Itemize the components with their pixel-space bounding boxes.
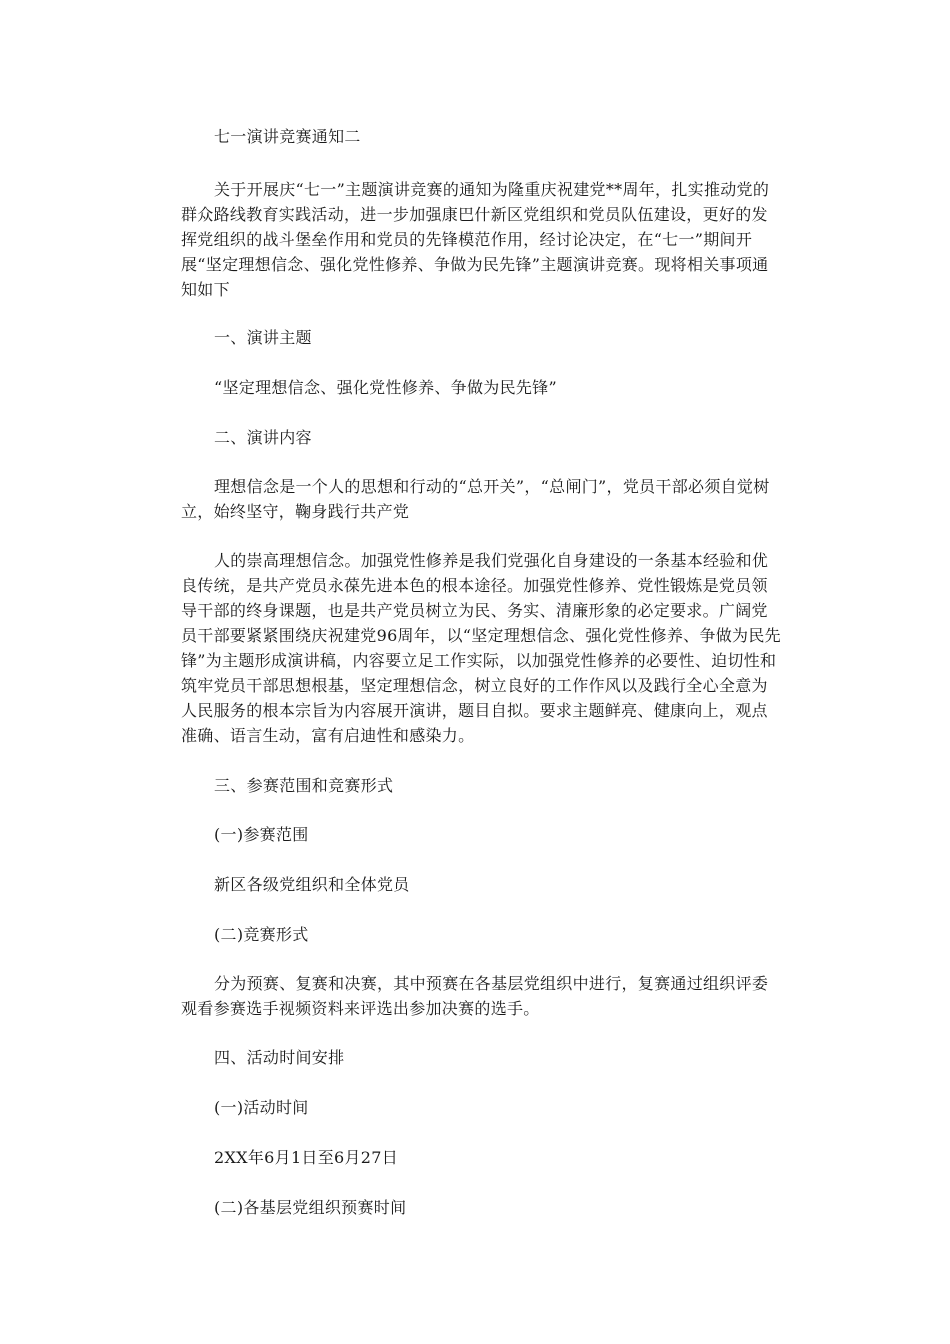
section3-sub1-heading: (一)参赛范围 [214, 825, 309, 844]
document-title: 七一演讲竞赛通知二 [214, 127, 361, 146]
section4-sub2-heading: (二)各基层党组织预赛时间 [214, 1198, 407, 1217]
section2-heading: 二、演讲内容 [214, 428, 312, 447]
section4-heading: 四、活动时间安排 [214, 1048, 345, 1067]
section4-sub1-heading: (一)活动时间 [214, 1098, 309, 1117]
section2-paragraph-1: 理想信念是一个人的思想和行动的“总开关”，“总闸门”，党员干部必须自觉树立，始终坚守，鞠身践行共产党 [181, 477, 770, 521]
section3-sub2-heading: (二)竞赛形式 [214, 925, 309, 944]
section1-heading: 一、演讲主题 [214, 328, 312, 347]
section3-sub2-text: 分为预赛、复赛和决赛，其中预赛在各基层党组织中进行，复赛通过组织评委观看参赛选手视频资料来评选出参加决赛的选手。 [181, 974, 769, 1018]
section1-theme: “坚定理想信念、强化党性修养、争做为民先锋” [214, 378, 557, 397]
section4-sub1-text: 2XX年6月1日至6月27日 [214, 1148, 399, 1167]
section2-paragraph-2: 人的崇高理想信念。加强党性修养是我们党强化自身建设的一条基本经验和优良传统，是共产党员永葆先进本色的根本途径。加强党性修养、党性锻炼是党员领导干部的终身课题，也是共产党员树立为民、务实、清廉形象的必定要求。广阔党员干部要紧紧围绕庆祝建党96周年，以“坚定理想信念、强化党性修养、争做为民先锋”为主题形成演讲稿，内容要立足工作实际，以加强党性修养的必要性、迫切性和筑牢党员干部思想根基，坚定理想信念，树立良好的工作作风以及践行全心全意为人民服务的根本宗旨为内容展开演讲，题目自拟。要求主题鲜亮、健康向上，观点准确、语言生动，富有启迪性和感染力。 [181, 551, 781, 745]
intro-paragraph: 关于开展庆“七一”主题演讲竞赛的通知为隆重庆祝建党**周年，扎实推动党的群众路线教育实践活动，进一步加强康巴什新区党组织和党员队伍建设，更好的发挥党组织的战斗堡垒作用和党员的先锋模范作用，经讨论决定，在“七一”期间开展“坚定理想信念、强化党性修养、争做为民先锋”主题演讲竞赛。现将相关事项通知如下 [181, 180, 770, 299]
section3-sub1-text: 新区各级党组织和全体党员 [214, 875, 410, 894]
section3-heading: 三、参赛范围和竞赛形式 [214, 776, 394, 795]
